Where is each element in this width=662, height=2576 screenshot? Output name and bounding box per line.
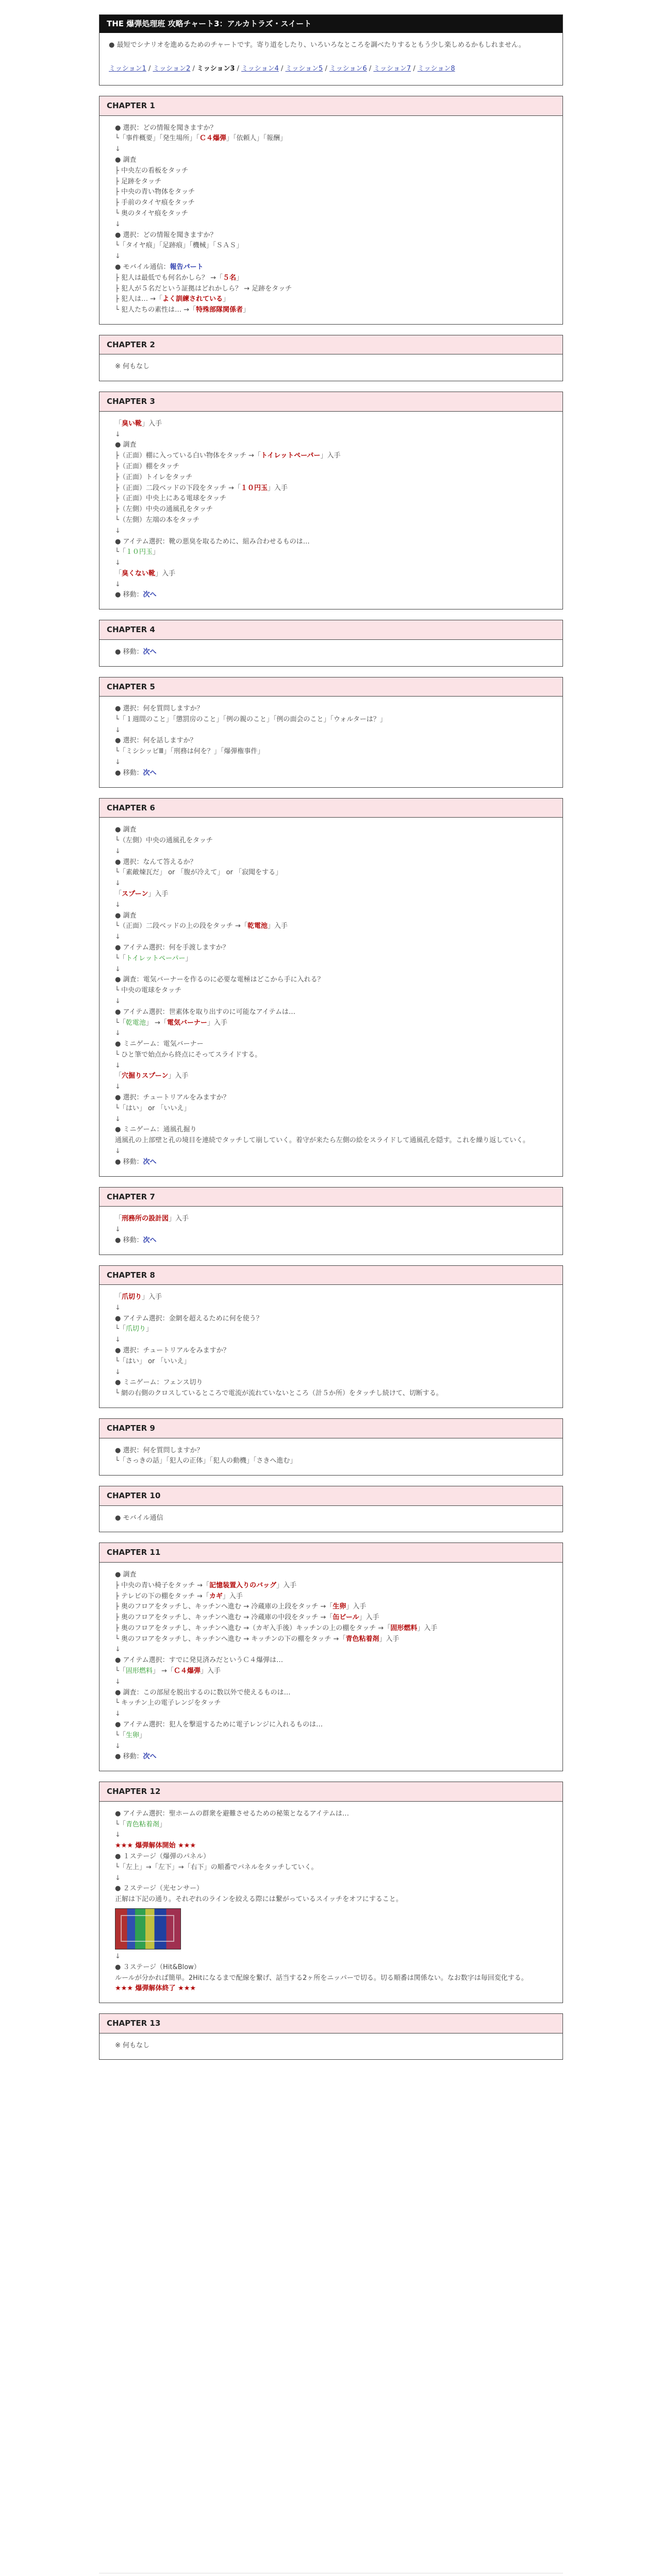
chart-line: ├ テレビの下の棚をタッチ →「カギ」入手	[115, 1592, 243, 1600]
chart-line: └「１０円玉」	[115, 548, 159, 556]
chart-line: ● ３ステージ（Hit&Blow）	[115, 1963, 201, 1971]
chart-line: ↓	[115, 559, 121, 567]
chart-line: ↓	[115, 1874, 121, 1882]
chart-line: ↓	[115, 1083, 121, 1091]
chart-line: ├ 奥のフロアをタッチし、キッチンへ進む → 冷蔵庫の中段をタッチ →「缶ビール」入手	[115, 1614, 379, 1622]
chart-line: ↓	[115, 997, 121, 1005]
chart-line: 「穴掘りスプーン」入手	[115, 1072, 189, 1080]
separator: /	[411, 65, 418, 73]
chart-line: ● モバイル通信	[115, 1514, 163, 1522]
chart-line: ● アイテム選択：すでに発見済みだというＣ４爆弾は…	[115, 1656, 284, 1665]
intro-text: ● 最短でシナリオを進めるためのチャートです。寄り道をしたり、いろいろなところを調べたりするともう少し楽しめるかもしれません。	[109, 41, 525, 49]
chart-line: └「１週間のこと」「懲罰房のこと」「例の親のこと」「例の面会のこと」「ウォルターは？」	[115, 715, 387, 723]
chapter-title: CHAPTER 3	[100, 392, 562, 412]
chapter-box	[99, 1265, 563, 1408]
chart-line: ├（正面）中央上にある電球をタッチ	[115, 495, 226, 503]
chart-line: ↓	[115, 1336, 121, 1344]
chart-line: ↓	[115, 1677, 121, 1686]
chart-line: ★★★ 爆弾解体開始 ★★★	[115, 1842, 196, 1850]
chapter-title: CHAPTER 12	[100, 1782, 562, 1802]
chart-line: ● 調査	[115, 911, 137, 920]
page-title: THE 爆弾処理班 攻略チャート3：アルカトラズ・スイート	[100, 15, 562, 33]
chart-line: ├ 中央の青い物体をタッチ	[115, 188, 195, 196]
chart-line: ● アイテム選択：靴の悪臭を取るために、組み合わせるものは…	[115, 537, 310, 546]
chart-line: ● モバイル通信：報告パート	[115, 263, 204, 271]
mission-link[interactable]: ミッション8	[417, 65, 455, 73]
chart-line: └「左上」→「左下」→「右下」の順番でパネルをタッチしていく。	[115, 1863, 318, 1871]
breadcrumb	[99, 2573, 563, 2576]
chart-line: ↓	[115, 879, 121, 888]
chapter-box	[99, 620, 563, 666]
chapter-title: CHAPTER 13	[100, 2014, 562, 2033]
chart-line: ↓	[115, 847, 121, 855]
chart-line: ● アイテム選択：金網を超えるために何を使う？	[115, 1314, 263, 1323]
separator: /	[235, 65, 242, 73]
chart-line: └「はい」 or 「いいえ」	[115, 1357, 191, 1365]
chart-line: 「爪切り」入手	[115, 1293, 162, 1301]
chart-line: ● 選択：チュートリアルをみますか？	[115, 1094, 230, 1102]
chart-line: ├ 手前のタイヤ痕をタッチ	[115, 199, 195, 207]
chart-line: ● 選択：チュートリアルをみますか？	[115, 1347, 230, 1355]
chapter-title: CHAPTER 10	[100, 1486, 562, 1506]
chapter-box	[99, 1486, 563, 1532]
separator: /	[190, 65, 197, 73]
chart-line: ● 調査	[115, 441, 137, 449]
chart-line: ● 調査	[115, 1570, 137, 1579]
chart-line: └「生卵」	[115, 1731, 146, 1739]
separator: /	[323, 65, 329, 73]
chart-line: └「固形燃料」 →「Ｃ４爆弾」入手	[115, 1667, 221, 1675]
chart-line: └「青色粘着剤」	[115, 1820, 166, 1828]
chart-line: ├ 中央の青い椅子をタッチ →「記憶装置入りのバッグ」入手	[115, 1581, 297, 1589]
chapter-box	[99, 798, 563, 1177]
chart-line: ↓	[115, 1225, 121, 1233]
chart-line: ● 調査：この部屋を脱出するのに数以外で使えるものは…	[115, 1688, 291, 1697]
mission-link[interactable]: ミッション5	[285, 65, 323, 73]
chart-line: └「はい」 or 「いいえ」	[115, 1104, 191, 1112]
chapter-box	[99, 1187, 563, 1255]
chart-line: ● 調査	[115, 826, 137, 834]
chart-line: ↓	[115, 1147, 121, 1156]
chapter-title: CHAPTER 1	[100, 96, 562, 116]
chart-line: ↓	[115, 1029, 121, 1038]
chart-line: └「素敵煉瓦だ」 or 「腹が冷えて」 or 「寂聞をする」	[115, 869, 282, 877]
chart-line: 「スプーン」入手	[115, 890, 169, 898]
chart-line: ● 選択：何を質問しますか？	[115, 705, 204, 713]
chart-line: ├（正面）棚をタッチ	[115, 462, 179, 470]
chart-line: ● ミニゲーム：フェンス切り	[115, 1379, 203, 1387]
chart-line: ● 調査	[115, 156, 137, 164]
separator: /	[146, 65, 153, 73]
chart-line: ↓	[115, 1368, 121, 1376]
chart-line: ● 移動：次へ	[115, 591, 157, 599]
chart-line: ● 選択：どの情報を聞きますか？	[115, 124, 217, 132]
chapter-title: CHAPTER 8	[100, 1266, 562, 1285]
chart-line: 「臭くない靴」入手	[115, 569, 176, 578]
chart-line: ↓	[115, 1742, 121, 1750]
chart-line: ↓	[115, 430, 121, 438]
chart-line: ├ 足跡をタッチ	[115, 177, 161, 185]
chart-line: └ 中央の電球をタッチ	[115, 987, 181, 995]
chart-line: ↓	[115, 965, 121, 973]
chart-line: └「タイヤ痕」「足跡痕」「機械」「ＳＡＳ」	[115, 242, 243, 250]
chart-line: ● 調査：電気バーナーを作るのに必要な電極はどこから手に入れる？	[115, 976, 324, 984]
mission-links	[109, 64, 553, 75]
chapter-title: CHAPTER 11	[100, 1543, 562, 1563]
chapter-list	[99, 96, 563, 2060]
chart-line: ↓	[115, 1646, 121, 1654]
chart-line: ● ２ステージ（光センサー）	[115, 1885, 203, 1893]
chapter-title: CHAPTER 6	[100, 799, 562, 818]
chart-line: └「乾電池」 →「電気バーナー」入手	[115, 1019, 227, 1027]
chart-line: ● アイテム選択：犯人を撃退するために電子レンジに入れるものは…	[115, 1721, 323, 1729]
chapter-box	[99, 677, 563, 788]
chart-line: └ 網の右側のクロスしているところで電流が流れていないところ（計５か所）をタッチし続けて、切断する。	[115, 1389, 443, 1398]
chart-line: └「トイレットペーパー」	[115, 954, 192, 962]
chapter-box	[99, 2013, 563, 2060]
chart-line: ↓	[115, 758, 121, 767]
chart-line: └ 犯人たちの素性は… →「特殊部隊関係者」	[115, 306, 250, 314]
chart-line: ├（正面）トイレをタッチ	[115, 473, 193, 481]
chapter-title: CHAPTER 4	[100, 620, 562, 640]
chapter-box	[99, 96, 563, 325]
mission-link[interactable]: ミッション2	[153, 65, 191, 73]
chart-line: ● 選択：どの情報を聞きますか？	[115, 231, 217, 239]
chart-line: ├ 犯人は最低でも何名かしら？ →「５名」	[115, 274, 243, 282]
mission-link: ミッション3	[196, 65, 235, 73]
chart-line: ↓	[115, 1061, 121, 1070]
chart-line: ↓	[115, 1115, 121, 1123]
chart-line: ● ミニゲーム：通風孔掘り	[115, 1126, 197, 1134]
chart-line: ↓	[115, 220, 121, 228]
chart-line: ├ 奥のフロアをタッチし、キッチンへ進む → 冷蔵庫の上段をタッチ →「生卵」入手	[115, 1603, 367, 1611]
mission-link[interactable]: ミッション7	[373, 65, 411, 73]
mission-link[interactable]: ミッション4	[241, 65, 279, 73]
chart-line: ★★★ 爆弾解体終了 ★★★	[115, 1985, 196, 1993]
separator: /	[367, 65, 374, 73]
chapter-box	[99, 1543, 563, 1771]
chart-line: ↓	[115, 145, 121, 154]
chart-line: ※ 何もなし	[115, 2041, 150, 2049]
chart-line: └（正面）二段ベッドの上の段をタッチ →「乾電池」入手	[115, 922, 288, 930]
chapter-title: CHAPTER 2	[100, 335, 562, 355]
chart-line: 通風孔の上部壁と孔の境目を連続でタッチして崩していく。着守が来たら左側の絵をスライドして通風孔を隠す。これを繰り返していく。	[115, 1137, 530, 1145]
chart-line: ● アイテム選択：世素体を取り出すのに可能なアイテムは…	[115, 1008, 295, 1016]
chart-line: ● ミニゲーム：電気バーナー	[115, 1040, 204, 1048]
chart-line: └ キッチン上の電子レンジをタッチ	[115, 1699, 221, 1707]
separator: /	[278, 65, 286, 73]
chart-line: ● 移動：次へ	[115, 1158, 157, 1166]
chart-line: └（左側）中央の通風孔をタッチ	[115, 836, 213, 844]
chart-line: ↓	[115, 1831, 121, 1839]
chart-line: ● 移動：次へ	[115, 648, 157, 656]
chart-line: ※ 何もなし	[115, 363, 150, 371]
chart-line: ├ 犯人が５名だという証拠はどれかしら？ → 足跡をタッチ	[115, 284, 292, 293]
chart-line: ├（左側）中央の通風孔をタッチ	[115, 505, 213, 514]
chart-line: ↓	[115, 1303, 121, 1312]
chart-line: ├ 犯人は… →「よく訓練されている」	[115, 295, 230, 303]
chart-line: ● 選択：何を質問しますか？	[115, 1446, 204, 1454]
chart-line: ● 選択：何を話しますか？	[115, 737, 197, 745]
chart-line: └ 奥のフロアをタッチし、キッチンへ進む → キッチンの下の棚をタッチ →「青色粘着剤」入手	[115, 1635, 400, 1643]
chart-line: └「爪切り」	[115, 1325, 153, 1333]
chart-line: └「さっきの話」「犯人の正体」「犯人の動機」「さきへ進む」	[115, 1457, 297, 1465]
chart-line: ↓	[115, 726, 121, 734]
chart-line: ├ 中央左の看板をタッチ	[115, 166, 188, 175]
chart-line: └（左側）左端の本をタッチ	[115, 516, 200, 524]
chart-line: ├（正面）棚に入っている白い物体をタッチ →「トイレットペーパー」入手	[115, 452, 341, 460]
chart-line: └「ミシシッピⅢ」「刑務は何を？」「爆弾権事件」	[115, 748, 264, 756]
chart-line: ↓	[115, 1710, 121, 1718]
chapter-title: CHAPTER 5	[100, 677, 562, 697]
chart-line: ↓	[115, 901, 121, 909]
chapter-title: CHAPTER 7	[100, 1188, 562, 1207]
mission-link[interactable]: ミッション6	[329, 65, 367, 73]
chart-line: ● アイテム選択：何を手渡しますか？	[115, 943, 229, 952]
chapter-box	[99, 1418, 563, 1476]
chart-line: └ ひと筆で始点から終点にそってスライドする。	[115, 1050, 262, 1059]
chart-line: 「刑務所の設計図」入手	[115, 1215, 189, 1223]
chart-line: ├ 奥のフロアをタッチし、キッチンへ進む →（カギ入手後）キッチンの上の棚をタッチ →「固形燃料」入手	[115, 1624, 438, 1632]
chapter-box	[99, 335, 563, 381]
chart-line: ↓	[115, 1952, 121, 1960]
chart-line: 正解は下記の通り。それぞれのラインを絞える際には繋がっているスイッチをオフにすること。	[115, 1895, 403, 1904]
chart-line: ● アイテム選択：聖ホームの群衆を避難させるための秘策となるアイテムは…	[115, 1809, 349, 1818]
chart-line: ● 選択：なんて答えるか？	[115, 858, 197, 866]
chart-line: ↓	[115, 580, 121, 588]
header-box	[99, 14, 563, 86]
chart-line: ルールが分かれば簡単。2Hitになるまで配線を繋げ、話当する2ヶ所をニッパーで切る。切る順番は関係ない。なお数字は毎回変化する。	[115, 1974, 528, 1982]
chapter-box	[99, 392, 563, 609]
chart-line: 「臭い靴」入手	[115, 419, 162, 428]
chart-line: ↓	[115, 252, 121, 261]
chart-line: └ 奥のタイヤ痕をタッチ	[115, 209, 188, 217]
chart-line: ● １ステージ（爆弾のパネル）	[115, 1852, 210, 1860]
chart-line: ● 移動：次へ	[115, 769, 157, 777]
chart-line: └「事件概要」「発生場所」「Ｃ４爆弾」「依頼人」「報酬」	[115, 134, 287, 143]
sensor-solution-image	[115, 1908, 181, 1950]
chart-line: ↓	[115, 933, 121, 941]
chapter-title: CHAPTER 9	[100, 1419, 562, 1438]
chapter-box	[99, 1782, 563, 2003]
chart-line: ├（正面）二段ベッドの下段をタッチ →「１０円玉」入手	[115, 484, 288, 492]
chart-line: ↓	[115, 527, 121, 535]
chart-line: ● 移動：次へ	[115, 1753, 157, 1761]
chart-line: ● 移動：次へ	[115, 1236, 157, 1244]
mission-link[interactable]: ミッション1	[109, 65, 146, 73]
